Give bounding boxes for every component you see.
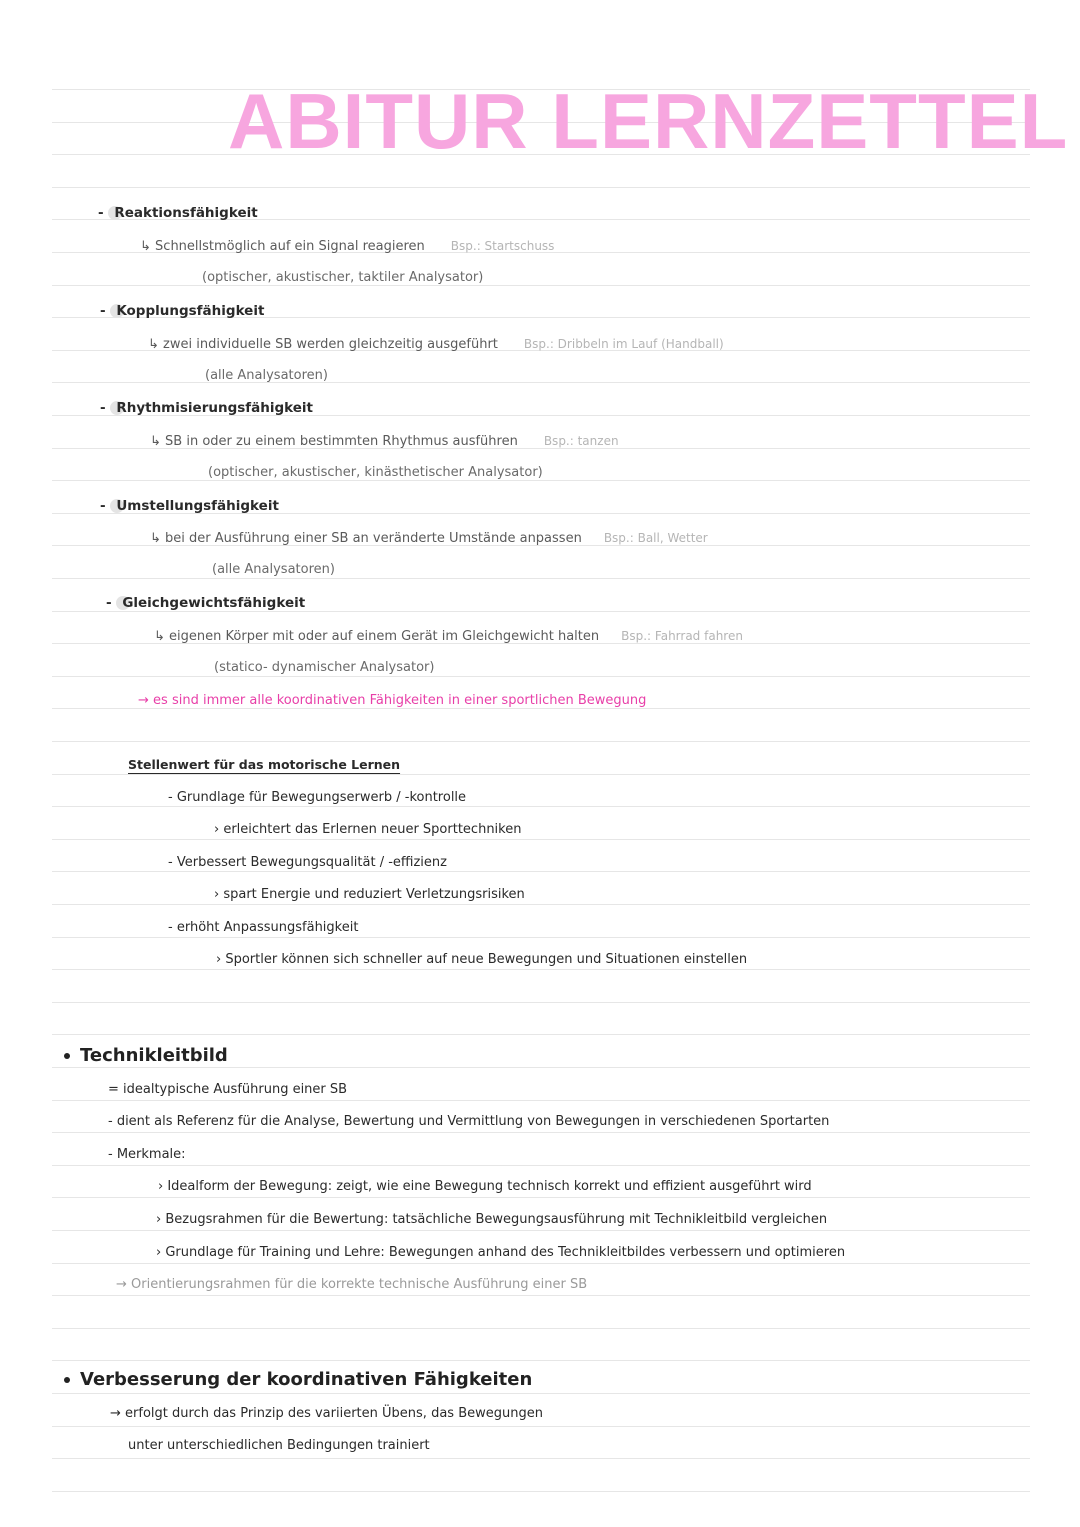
ruled-line [52, 969, 1030, 970]
ability-heading: - Gleichgewichtsfähigkeit [106, 595, 306, 611]
ruled-line [52, 382, 1030, 383]
stellenwert-detail: › spart Energie und reduziert Verletzungsrisiken [214, 887, 525, 902]
technik-definition: = idealtypische Ausführung einer SB [108, 1082, 348, 1097]
ruled-line [52, 741, 1030, 742]
ability-example: Bsp.: Dribbeln im Lauf (Handball) [523, 337, 724, 351]
ruled-line [52, 904, 1030, 905]
ability-example: Bsp.: Startschuss [450, 239, 555, 253]
ruled-line [52, 1132, 1030, 1133]
stellenwert-point: - Grundlage für Bewegungserwerb / -kontrolle [168, 790, 467, 805]
technik-merkmal: › Bezugsrahmen für die Bewertung: tatsächliche Bewegungsausführung mit Technikleitbild vergleichen [156, 1212, 828, 1227]
ruled-line [52, 1230, 1030, 1231]
ability-heading: - Umstellungsfähigkeit [100, 498, 279, 514]
conclusion-note: → es sind immer alle koordinativen Fähigkeiten in einer sportlichen Bewegung [138, 693, 647, 708]
ability-example: Bsp.: tanzen [543, 434, 619, 448]
ruled-line [52, 1328, 1030, 1329]
ability-heading: - Rhythmisierungsfähigkeit [100, 400, 314, 416]
technik-heading: Technikleitbild [64, 1045, 228, 1067]
ruled-line [52, 1295, 1030, 1296]
ruled-line [52, 1263, 1030, 1264]
ruled-line [52, 1426, 1030, 1427]
technik-merkmale-label: - Merkmale: [108, 1147, 186, 1162]
stellenwert-detail: › erleichtert das Erlernen neuer Sporttechniken [214, 822, 522, 837]
ruled-line [52, 806, 1030, 807]
ability-analyzers: (statico- dynamischer Analysator) [214, 660, 435, 675]
verbesserung-line: → erfolgt durch das Prinzip des variierten Übens, das Bewegungen [110, 1406, 543, 1421]
ruled-line [52, 871, 1030, 872]
stellenwert-point: - erhöht Anpassungsfähigkeit [168, 920, 359, 935]
ability-description: ↳ zwei individuelle SB werden gleichzeitig ausgeführt Bsp.: Dribbeln im Lauf (Handball) [148, 337, 724, 352]
ruled-line [52, 285, 1030, 286]
stellenwert-detail: › Sportler können sich schneller auf neue Bewegungen und Situationen einstellen [216, 952, 748, 967]
bullet-icon [64, 1053, 70, 1059]
ruled-line [52, 1197, 1030, 1198]
ability-analyzers: (optischer, akustischer, taktiler Analysator) [202, 270, 484, 285]
technik-reference: - dient als Referenz für die Analyse, Bewertung und Vermittlung von Bewegungen in verschiedenen Sportarten [108, 1114, 830, 1129]
ability-example: Bsp.: Fahrrad fahren [621, 629, 743, 643]
page-title: ABITUR LERNZETTEL [228, 77, 1069, 165]
ability-analyzers: (optischer, akustischer, kinästhetischer Analysator) [208, 465, 543, 480]
ruled-line [52, 839, 1030, 840]
verbesserung-heading: Verbesserung der koordinativen Fähigkeiten [64, 1369, 532, 1391]
ruled-line [52, 578, 1030, 579]
ruled-line [52, 937, 1030, 938]
ruled-line [52, 1100, 1030, 1101]
stellenwert-heading: Stellenwert für das motorische Lernen [128, 757, 401, 772]
verbesserung-line: unter unterschiedlichen Bedingungen trainiert [128, 1438, 430, 1453]
ruled-line [52, 611, 1030, 612]
ruled-line [52, 1002, 1030, 1003]
ruled-line [52, 1165, 1030, 1166]
ability-description: ↳ SB in oder zu einem bestimmten Rhythmus ausführen Bsp.: tanzen [150, 434, 619, 449]
ability-example: Bsp.: Ball, Wetter [603, 531, 708, 545]
ability-heading: - Kopplungsfähigkeit [100, 303, 265, 319]
ruled-line [52, 1360, 1030, 1361]
stellenwert-point: - Verbessert Bewegungsqualität / -effizienz [168, 855, 447, 870]
ability-description: ↳ bei der Ausführung einer SB an veränderte Umstände anpassen Bsp.: Ball, Wetter [150, 531, 708, 546]
ability-analyzers: (alle Analysatoren) [212, 562, 335, 577]
ability-analyzers: (alle Analysatoren) [205, 368, 328, 383]
ruled-line [52, 1491, 1030, 1492]
technik-merkmal: › Idealform der Bewegung: zeigt, wie eine Bewegung technisch korrekt und effizient ausgeführt wird [158, 1179, 812, 1194]
ruled-line [52, 1067, 1030, 1068]
bullet-icon [64, 1377, 70, 1383]
ruled-line [52, 1458, 1030, 1459]
ruled-line [52, 1034, 1030, 1035]
technik-summary: → Orientierungsrahmen für die korrekte technische Ausführung einer SB [116, 1277, 588, 1292]
ruled-line [52, 187, 1030, 188]
ability-description: ↳ Schnellstmöglich auf ein Signal reagieren Bsp.: Startschuss [140, 239, 555, 254]
ability-description: ↳ eigenen Körper mit oder auf einem Gerät im Gleichgewicht halten Bsp.: Fahrrad fahren [154, 629, 743, 644]
technik-merkmal: › Grundlage für Training und Lehre: Bewegungen anhand des Technikleitbildes verbessern und optimieren [156, 1245, 846, 1260]
ruled-line [52, 676, 1030, 677]
ability-heading: - Reaktionsfähigkeit [98, 205, 258, 221]
ruled-line [52, 1393, 1030, 1394]
ruled-line [52, 774, 1030, 775]
